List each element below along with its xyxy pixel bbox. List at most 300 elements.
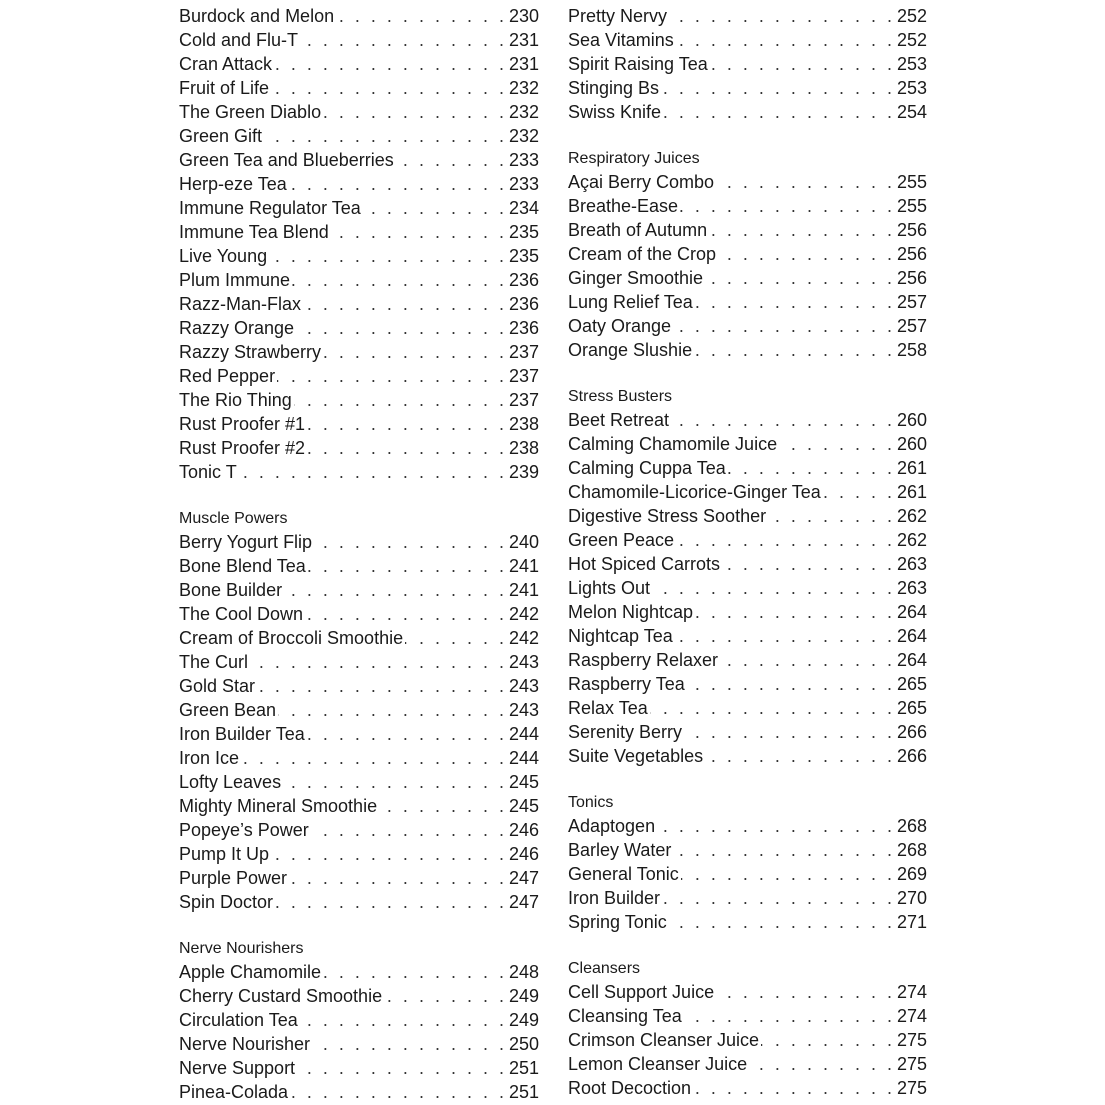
entry-page-number: 249 bbox=[508, 986, 539, 1006]
entry-page-number: 274 bbox=[896, 1006, 927, 1026]
dot-leader bbox=[405, 626, 507, 650]
entry-title: Rust Proofer #2 bbox=[179, 438, 306, 458]
entry-title: The Green Diablo bbox=[179, 102, 322, 122]
dot-leader bbox=[681, 862, 895, 886]
entry-page-number: 241 bbox=[508, 580, 539, 600]
index-entry bbox=[179, 674, 539, 698]
entry-page-number: 237 bbox=[508, 342, 539, 362]
dot-leader bbox=[722, 552, 895, 576]
entry-title: The Curl bbox=[179, 652, 249, 672]
index-entry bbox=[568, 744, 927, 768]
entry-title: Circulation Tea bbox=[179, 1010, 298, 1030]
index-entry bbox=[568, 648, 927, 672]
dot-leader bbox=[709, 218, 895, 242]
dot-leader bbox=[779, 432, 895, 456]
index-entry bbox=[179, 4, 539, 28]
entry-page-number: 232 bbox=[508, 78, 539, 98]
dot-leader bbox=[396, 148, 507, 172]
dot-leader bbox=[303, 292, 507, 316]
entry-page-number: 256 bbox=[896, 244, 927, 264]
entry-page-number: 246 bbox=[508, 820, 539, 840]
entry-page-number: 233 bbox=[508, 174, 539, 194]
entry-title: Calming Chamomile Juice bbox=[568, 434, 778, 454]
dot-leader bbox=[274, 52, 507, 76]
index-entry bbox=[179, 650, 539, 674]
entry-title: Fruit of Life bbox=[179, 78, 270, 98]
entry-title: Cherry Custard Smoothie bbox=[179, 986, 383, 1006]
entry-page-number: 235 bbox=[508, 246, 539, 266]
entry-title: Digestive Stress Soother bbox=[568, 506, 767, 526]
entry-page-number: 255 bbox=[896, 196, 927, 216]
dot-leader bbox=[823, 480, 895, 504]
dot-leader bbox=[684, 1004, 895, 1028]
dot-leader bbox=[290, 1080, 507, 1104]
index-entry bbox=[568, 910, 927, 934]
entry-page-number: 264 bbox=[896, 650, 927, 670]
index-entry bbox=[179, 316, 539, 340]
dot-leader bbox=[705, 266, 895, 290]
entry-page-number: 254 bbox=[896, 102, 927, 122]
entry-page-number: 270 bbox=[896, 888, 927, 908]
dot-leader bbox=[710, 52, 895, 76]
index-entry bbox=[179, 124, 539, 148]
entry-title: Razzy Strawberry bbox=[179, 342, 322, 362]
index-entry bbox=[568, 52, 927, 76]
entry-page-number: 236 bbox=[508, 270, 539, 290]
entry-page-number: 237 bbox=[508, 390, 539, 410]
dot-leader bbox=[673, 838, 895, 862]
entry-title: Cell Support Juice bbox=[568, 982, 715, 1002]
entry-page-number: 239 bbox=[508, 462, 539, 482]
section-heading-tonics: Tonics bbox=[568, 794, 614, 811]
entry-title: Pinea-Colada bbox=[179, 1082, 289, 1102]
index-entry bbox=[179, 28, 539, 52]
index-entry bbox=[179, 1032, 539, 1056]
section-spacer bbox=[568, 362, 927, 386]
entry-page-number: 243 bbox=[508, 652, 539, 672]
entry-title: Lung Relief Tea bbox=[568, 292, 693, 312]
entry-title: Bone Blend Tea bbox=[179, 556, 306, 576]
dot-leader bbox=[296, 316, 507, 340]
entry-title: Beet Retreat bbox=[568, 410, 670, 430]
entry-title: Iron Builder Tea bbox=[179, 724, 305, 744]
entry-page-number: 262 bbox=[896, 506, 927, 526]
entry-title: Spring Tonic bbox=[568, 912, 667, 932]
dot-leader bbox=[695, 290, 895, 314]
dot-leader bbox=[675, 624, 895, 648]
entry-page-number: 230 bbox=[508, 6, 539, 26]
index-entry bbox=[568, 314, 927, 338]
entry-page-number: 264 bbox=[896, 602, 927, 622]
entry-page-number: 256 bbox=[896, 220, 927, 240]
entry-page-number: 236 bbox=[508, 294, 539, 314]
entry-page-number: 266 bbox=[896, 722, 927, 742]
dot-leader bbox=[669, 910, 895, 934]
entry-title: Relax Tea bbox=[568, 698, 648, 718]
entry-page-number: 241 bbox=[508, 556, 539, 576]
entry-title: Sea Vitamins bbox=[568, 30, 674, 50]
index-entry bbox=[568, 886, 927, 910]
dot-leader bbox=[694, 338, 895, 362]
entry-title: Berry Yogurt Flip bbox=[179, 532, 313, 552]
entry-title: Raspberry Relaxer bbox=[568, 650, 719, 670]
dot-leader bbox=[294, 388, 507, 412]
entry-page-number: 275 bbox=[896, 1030, 927, 1050]
dot-leader bbox=[663, 100, 895, 124]
entry-page-number: 246 bbox=[508, 844, 539, 864]
entry-title: Iron Builder bbox=[568, 888, 661, 908]
index-entry bbox=[179, 746, 539, 770]
entry-page-number: 253 bbox=[896, 78, 927, 98]
entry-title: Cran Attack bbox=[179, 54, 273, 74]
entry-title: Crimson Cleanser Juice bbox=[568, 1030, 760, 1050]
index-entry bbox=[179, 626, 539, 650]
entry-page-number: 256 bbox=[896, 268, 927, 288]
entry-page-number: 266 bbox=[896, 746, 927, 766]
entry-page-number: 253 bbox=[896, 54, 927, 74]
entry-page-number: 236 bbox=[508, 318, 539, 338]
entry-page-number: 233 bbox=[508, 150, 539, 170]
section-spacer bbox=[179, 484, 539, 508]
dot-leader bbox=[716, 980, 895, 1004]
index-entry bbox=[568, 1052, 927, 1076]
entry-title: Barley Water bbox=[568, 840, 672, 860]
entry-title: Tonic T bbox=[179, 462, 237, 482]
entry-title: Calming Cuppa Tea bbox=[568, 458, 726, 478]
dot-leader bbox=[331, 220, 507, 244]
index-entry bbox=[568, 338, 927, 362]
index-entry bbox=[568, 408, 927, 432]
dot-leader bbox=[323, 100, 507, 124]
entry-title: Plum Immune bbox=[179, 270, 291, 290]
dot-leader bbox=[761, 1028, 895, 1052]
dot-leader bbox=[311, 818, 507, 842]
index-entry bbox=[179, 412, 539, 436]
index-entry bbox=[179, 578, 539, 602]
index-entry bbox=[179, 722, 539, 746]
dot-leader bbox=[307, 722, 507, 746]
entry-title: Melon Nightcap bbox=[568, 602, 694, 622]
entry-page-number: 245 bbox=[508, 796, 539, 816]
index-entry bbox=[179, 244, 539, 268]
section-spacer bbox=[568, 124, 927, 148]
entry-title: Hot Spiced Carrots bbox=[568, 554, 721, 574]
dot-leader bbox=[314, 530, 507, 554]
entry-title: Iron Ice bbox=[179, 748, 240, 768]
entry-page-number: 257 bbox=[896, 316, 927, 336]
index-entry bbox=[568, 100, 927, 124]
entry-title: Stinging Bs bbox=[568, 78, 660, 98]
entry-title: Root Decoction bbox=[568, 1078, 692, 1098]
dot-leader bbox=[275, 890, 507, 914]
dot-leader bbox=[650, 696, 895, 720]
index-entry bbox=[568, 194, 927, 218]
entry-title: Rust Proofer #1 bbox=[179, 414, 306, 434]
entry-title: Red Pepper bbox=[179, 366, 276, 386]
entry-page-number: 244 bbox=[508, 748, 539, 768]
entry-title: Spin Doctor bbox=[179, 892, 274, 912]
dot-leader bbox=[676, 28, 895, 52]
entry-title: Oaty Orange bbox=[568, 316, 672, 336]
index-entry bbox=[568, 838, 927, 862]
dot-leader bbox=[239, 460, 507, 484]
dot-leader bbox=[705, 744, 895, 768]
entry-title: Herp-eze Tea bbox=[179, 174, 287, 194]
dot-leader bbox=[307, 436, 507, 460]
dot-leader bbox=[671, 408, 895, 432]
dot-leader bbox=[300, 1008, 507, 1032]
entry-page-number: 247 bbox=[508, 868, 539, 888]
entry-page-number: 248 bbox=[508, 962, 539, 982]
entry-title: Bone Builder bbox=[179, 580, 283, 600]
entry-page-number: 237 bbox=[508, 366, 539, 386]
index-entry bbox=[179, 76, 539, 100]
entry-title: Breathe-Ease bbox=[568, 196, 679, 216]
index-entry bbox=[179, 1080, 539, 1104]
index-column-left bbox=[179, 4, 539, 1104]
index-entry bbox=[179, 388, 539, 412]
entry-title: Nerve Support bbox=[179, 1058, 296, 1078]
index-entry bbox=[568, 624, 927, 648]
entry-page-number: 268 bbox=[896, 816, 927, 836]
section-spacer bbox=[568, 768, 927, 792]
section-spacer bbox=[179, 914, 539, 938]
entry-page-number: 231 bbox=[508, 54, 539, 74]
entry-page-number: 243 bbox=[508, 700, 539, 720]
entry-title: Cream of Broccoli Smoothie bbox=[179, 628, 404, 648]
index-entry bbox=[568, 600, 927, 624]
section-heading-respiratory-juices: Respiratory Juices bbox=[568, 150, 700, 167]
index-entry bbox=[179, 530, 539, 554]
entry-title: Raspberry Tea bbox=[568, 674, 685, 694]
entry-page-number: 240 bbox=[508, 532, 539, 552]
entry-page-number: 235 bbox=[508, 222, 539, 242]
entry-page-number: 263 bbox=[896, 554, 927, 574]
entry-page-number: 265 bbox=[896, 674, 927, 694]
index-entry bbox=[179, 698, 539, 722]
dot-leader bbox=[657, 814, 895, 838]
dot-leader bbox=[687, 672, 895, 696]
entry-title: Burdock and Melon bbox=[179, 6, 335, 26]
entry-title: Chamomile-Licorice-Ginger Tea bbox=[568, 482, 821, 502]
entry-title: Live Young bbox=[179, 246, 268, 266]
entry-page-number: 257 bbox=[896, 292, 927, 312]
dot-leader bbox=[695, 600, 895, 624]
index-entry bbox=[568, 504, 927, 528]
entry-title: Serenity Berry bbox=[568, 722, 683, 742]
entry-page-number: 260 bbox=[896, 410, 927, 430]
index-entry bbox=[568, 456, 927, 480]
index-entry bbox=[179, 364, 539, 388]
dot-leader bbox=[308, 554, 507, 578]
entry-title: Razzy Orange bbox=[179, 318, 295, 338]
dot-leader bbox=[720, 648, 895, 672]
index-entry bbox=[568, 28, 927, 52]
entry-page-number: 247 bbox=[508, 892, 539, 912]
entry-page-number: 269 bbox=[896, 864, 927, 884]
entry-page-number: 232 bbox=[508, 126, 539, 146]
entry-title: Mighty Mineral Smoothie bbox=[179, 796, 378, 816]
entry-title: Pretty Nervy bbox=[568, 6, 668, 26]
entry-page-number: 262 bbox=[896, 530, 927, 550]
entry-title: Purple Power bbox=[179, 868, 288, 888]
dot-leader bbox=[305, 602, 507, 626]
entry-title: Immune Regulator Tea bbox=[179, 198, 361, 218]
section-heading-nerve-nourishers: Nerve Nourishers bbox=[179, 940, 304, 957]
entry-page-number: 275 bbox=[896, 1078, 927, 1098]
dot-leader bbox=[278, 698, 507, 722]
entry-title: Suite Vegetables bbox=[568, 746, 704, 766]
entry-title: Lofty Leaves bbox=[179, 772, 282, 792]
index-entry bbox=[568, 576, 927, 600]
dot-leader bbox=[289, 172, 507, 196]
entry-title: Immune Tea Blend bbox=[179, 222, 329, 242]
entry-title: Cold and Flu-T bbox=[179, 30, 299, 50]
index-entry bbox=[179, 770, 539, 794]
index-entry bbox=[568, 266, 927, 290]
index-entry bbox=[568, 1004, 927, 1028]
dot-leader bbox=[379, 794, 507, 818]
entry-title: Cream of the Crop bbox=[568, 244, 717, 264]
dot-leader bbox=[384, 984, 507, 1008]
entry-title: Spirit Raising Tea bbox=[568, 54, 708, 74]
entry-page-number: 251 bbox=[508, 1058, 539, 1078]
index-entry bbox=[179, 340, 539, 364]
entry-page-number: 255 bbox=[896, 172, 927, 192]
dot-leader bbox=[673, 314, 895, 338]
dot-leader bbox=[292, 268, 507, 292]
dot-leader bbox=[684, 720, 895, 744]
entry-page-number: 242 bbox=[508, 604, 539, 624]
dot-leader bbox=[257, 674, 507, 698]
entry-page-number: 242 bbox=[508, 628, 539, 648]
dot-leader bbox=[250, 650, 507, 674]
dot-leader bbox=[662, 886, 895, 910]
dot-leader bbox=[716, 170, 895, 194]
entry-page-number: 232 bbox=[508, 102, 539, 122]
dot-leader bbox=[749, 1052, 895, 1076]
dot-leader bbox=[363, 196, 507, 220]
entry-page-number: 275 bbox=[896, 1054, 927, 1074]
index-entry bbox=[179, 268, 539, 292]
index-entry bbox=[568, 290, 927, 314]
entry-title: Breath of Autumn bbox=[568, 220, 708, 240]
index-entry bbox=[179, 960, 539, 984]
index-entry bbox=[568, 432, 927, 456]
entry-title: Razz-Man-Flax bbox=[179, 294, 302, 314]
entry-page-number: 244 bbox=[508, 724, 539, 744]
entry-title: Açai Berry Combo bbox=[568, 172, 715, 192]
section-heading-stress-busters: Stress Busters bbox=[568, 388, 673, 405]
entry-title: General Tonic bbox=[568, 864, 679, 884]
entry-page-number: 258 bbox=[896, 340, 927, 360]
entry-title: Gold Star bbox=[179, 676, 256, 696]
index-entry bbox=[179, 172, 539, 196]
entry-page-number: 260 bbox=[896, 434, 927, 454]
index-entry bbox=[568, 720, 927, 744]
index-entry bbox=[179, 220, 539, 244]
dot-leader bbox=[289, 866, 507, 890]
index-entry bbox=[179, 52, 539, 76]
index-entry bbox=[179, 984, 539, 1008]
entry-page-number: 252 bbox=[896, 30, 927, 50]
index-entry bbox=[568, 696, 927, 720]
entry-title: Green Peace bbox=[568, 530, 675, 550]
index-entry bbox=[179, 818, 539, 842]
dot-leader bbox=[323, 960, 507, 984]
entry-page-number: 264 bbox=[896, 626, 927, 646]
dot-leader bbox=[277, 364, 507, 388]
dot-leader bbox=[300, 28, 507, 52]
index-entry bbox=[179, 1008, 539, 1032]
index-entry bbox=[568, 480, 927, 504]
dot-leader bbox=[676, 528, 895, 552]
index-entry bbox=[179, 100, 539, 124]
index-entry bbox=[179, 148, 539, 172]
entry-page-number: 271 bbox=[896, 912, 927, 932]
entry-title: Green Tea and Blueberries bbox=[179, 150, 394, 170]
index-entry bbox=[568, 1028, 927, 1052]
dot-leader bbox=[728, 456, 895, 480]
index-entry bbox=[179, 554, 539, 578]
dot-leader bbox=[284, 578, 507, 602]
entry-page-number: 234 bbox=[508, 198, 539, 218]
index-entry bbox=[179, 436, 539, 460]
entry-title: Nerve Nourisher bbox=[179, 1034, 311, 1054]
dot-leader bbox=[669, 4, 895, 28]
dot-leader bbox=[264, 124, 507, 148]
entry-title: Green Bean bbox=[179, 700, 277, 720]
index-entry bbox=[568, 980, 927, 1004]
dot-leader bbox=[336, 4, 507, 28]
section-spacer bbox=[568, 934, 927, 958]
dot-leader bbox=[241, 746, 507, 770]
index-entry bbox=[179, 890, 539, 914]
index-entry bbox=[179, 292, 539, 316]
entry-page-number: 263 bbox=[896, 578, 927, 598]
index-entry bbox=[568, 528, 927, 552]
entry-page-number: 249 bbox=[508, 1010, 539, 1030]
entry-title: Cleansing Tea bbox=[568, 1006, 682, 1026]
section-heading-muscle-powers: Muscle Powers bbox=[179, 510, 288, 527]
entry-title: Green Gift bbox=[179, 126, 263, 146]
entry-page-number: 250 bbox=[508, 1034, 539, 1054]
dot-leader bbox=[693, 1076, 895, 1100]
entry-page-number: 251 bbox=[508, 1082, 539, 1102]
dot-leader bbox=[652, 576, 895, 600]
entry-page-number: 261 bbox=[896, 458, 927, 478]
index-entry bbox=[568, 814, 927, 838]
entry-title: Adaptogen bbox=[568, 816, 656, 836]
dot-leader bbox=[680, 194, 895, 218]
dot-leader bbox=[661, 76, 895, 100]
index-entry bbox=[179, 794, 539, 818]
index-entry bbox=[568, 1076, 927, 1100]
dot-leader bbox=[271, 76, 507, 100]
index-entry bbox=[568, 76, 927, 100]
index-entry bbox=[568, 862, 927, 886]
index-entry bbox=[179, 196, 539, 220]
entry-title: Ginger Smoothie bbox=[568, 268, 704, 288]
index-entry bbox=[179, 866, 539, 890]
section-heading-cleansers: Cleansers bbox=[568, 960, 641, 977]
index-entry bbox=[568, 242, 927, 266]
dot-leader bbox=[283, 770, 507, 794]
entry-title: The Cool Down bbox=[179, 604, 304, 624]
entry-page-number: 252 bbox=[896, 6, 927, 26]
index-entry bbox=[179, 602, 539, 626]
index-entry bbox=[179, 1056, 539, 1080]
